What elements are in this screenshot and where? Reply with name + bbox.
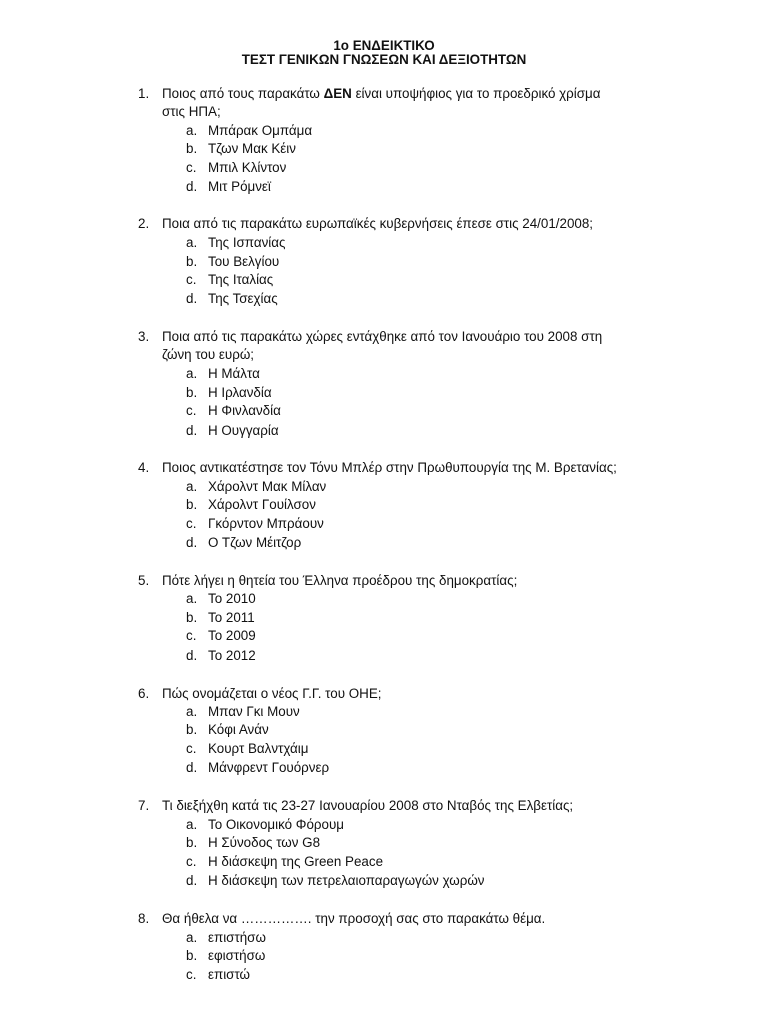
option-label: d. [186,873,198,888]
option-text: Μπάρακ Ομπάμα [208,123,313,138]
document-subtitle: ΤΕΣΤ ΓΕΝΙΚΩΝ ΓΝΩΣΕΩΝ ΚΑΙ ΔΕΞΙΟΤΗΤΩΝ [241,52,527,67]
question-text: Θα ήθελα να ……………. την προσοχή σας στο παρακάτω θέμα. [162,911,546,926]
question-number: 4. [138,460,150,475]
question-text: Πώς ονομάζεται ο νέος Γ.Γ. του ΟΗΕ; [162,686,382,701]
option-text: Η διάσκεψη της Green Peace [208,854,384,869]
option-label: b. [186,722,198,737]
option-label: d. [186,535,198,550]
option-text: Το 2009 [208,628,256,643]
option-text: Ο Τζων Μέιτζορ [208,535,302,550]
option-text: Το 2012 [208,648,256,663]
option-text: εφιστήσω [208,948,266,963]
document-title: 1ο ΕΝΔΕΙΚΤΙΚΟ [333,38,435,53]
option-text: Η Μάλτα [208,366,260,381]
option-label: b. [186,385,198,400]
option-text: Τζων Μακ Κέιν [208,141,296,156]
option-label: d. [186,179,198,194]
question-text: Ποιος αντικατέστησε τον Τόνυ Μπλέρ στην Πρωθυπουργία της Μ. Βρετανίας; [162,460,617,475]
option-label: c. [186,160,197,175]
option-label: b. [186,141,198,156]
question-number: 3. [138,329,150,344]
question-number: 8. [138,911,150,926]
option-label: b. [186,948,198,963]
option-label: d. [186,648,198,663]
option-label: a. [186,591,198,606]
question-text-part: είναι υποψήφιος για το προεδρικό χρίσμα [351,86,601,101]
question-number: 7. [138,798,150,813]
option-text: Η Ουγγαρία [208,423,279,438]
option-text: Το Οικονομικό Φόρουμ [208,817,345,832]
option-text: Μπαν Γκι Μουν [208,704,300,719]
question-text: Ποια από τις παρακάτω χώρες εντάχθηκε από τον Ιανουάριο του 2008 στη [162,329,603,344]
option-label: b. [186,497,198,512]
option-label: a. [186,479,198,494]
option-text: Η διάσκεψη των πετρελαιοπαραγωγών χωρών [208,873,485,888]
option-text: επιστώ [208,967,251,982]
option-text: Χάρολντ Μακ Μίλαν [208,479,327,494]
question-text [162,85,601,103]
question-text: Ποια από τις παρακάτω ευρωπαϊκές κυβερνήσεις έπεσε στις 24/01/2008; [162,216,594,231]
option-text: Της Ιταλίας [208,272,274,287]
option-text: Το 2011 [208,610,255,625]
option-text: Του Βελγίου [208,254,280,269]
option-text: Μάνφρεντ Γουόρνερ [208,760,330,775]
option-label: c. [186,403,197,418]
option-text: Η Σύνοδος των G8 [208,835,321,850]
option-text: Μιτ Ρόμνεϊ [208,179,271,194]
option-label: a. [186,704,198,719]
option-label: a. [186,123,198,138]
option-label: d. [186,423,198,438]
question-number: 5. [138,573,150,588]
option-text: Της Ισπανίας [208,235,286,250]
option-label: c. [186,628,197,643]
question-number: 1. [138,86,150,101]
option-label: d. [186,760,198,775]
option-text: Μπιλ Κλίντον [208,160,287,175]
question-text: Πότε λήγει η θητεία του Έλληνα προέδρου της δημοκρατίας; [162,573,518,588]
question-number: 2. [138,216,150,231]
option-label: a. [186,235,198,250]
option-label: c. [186,967,197,982]
option-text: Της Τσεχίας [208,291,278,306]
option-text: Κόφι Ανάν [208,722,269,737]
option-label: d. [186,291,198,306]
option-label: a. [186,930,198,945]
option-label: c. [186,854,197,869]
option-label: c. [186,741,197,756]
question-number: 6. [138,686,150,701]
option-text: Γκόρντον Μπράουν [208,516,324,531]
question-text-continued: ζώνη του ευρώ; [162,347,255,362]
question-emphasis: ΔΕΝ [323,86,352,101]
option-label: c. [186,272,197,287]
option-text: επιστήσω [208,930,266,945]
option-label: a. [186,366,198,381]
option-label: b. [186,610,198,625]
option-label: b. [186,254,198,269]
option-label: b. [186,835,198,850]
option-text: Κουρτ Βαλντχάιμ [208,741,309,756]
option-text: Η Φινλανδία [208,403,281,418]
option-text: Χάρολντ Γουίλσον [208,497,316,512]
option-label: a. [186,817,198,832]
option-label: c. [186,516,197,531]
question-text-part: Ποιος από τους παρακάτω [162,86,324,101]
question-text: Τι διεξήχθη κατά τις 23-27 Ιανουαρίου 2008 στο Νταβός της Ελβετίας; [162,798,574,813]
option-text: Το 2010 [208,591,256,606]
question-text-continued: στις ΗΠΑ; [162,104,221,119]
option-text: Η Ιρλανδία [208,385,272,400]
